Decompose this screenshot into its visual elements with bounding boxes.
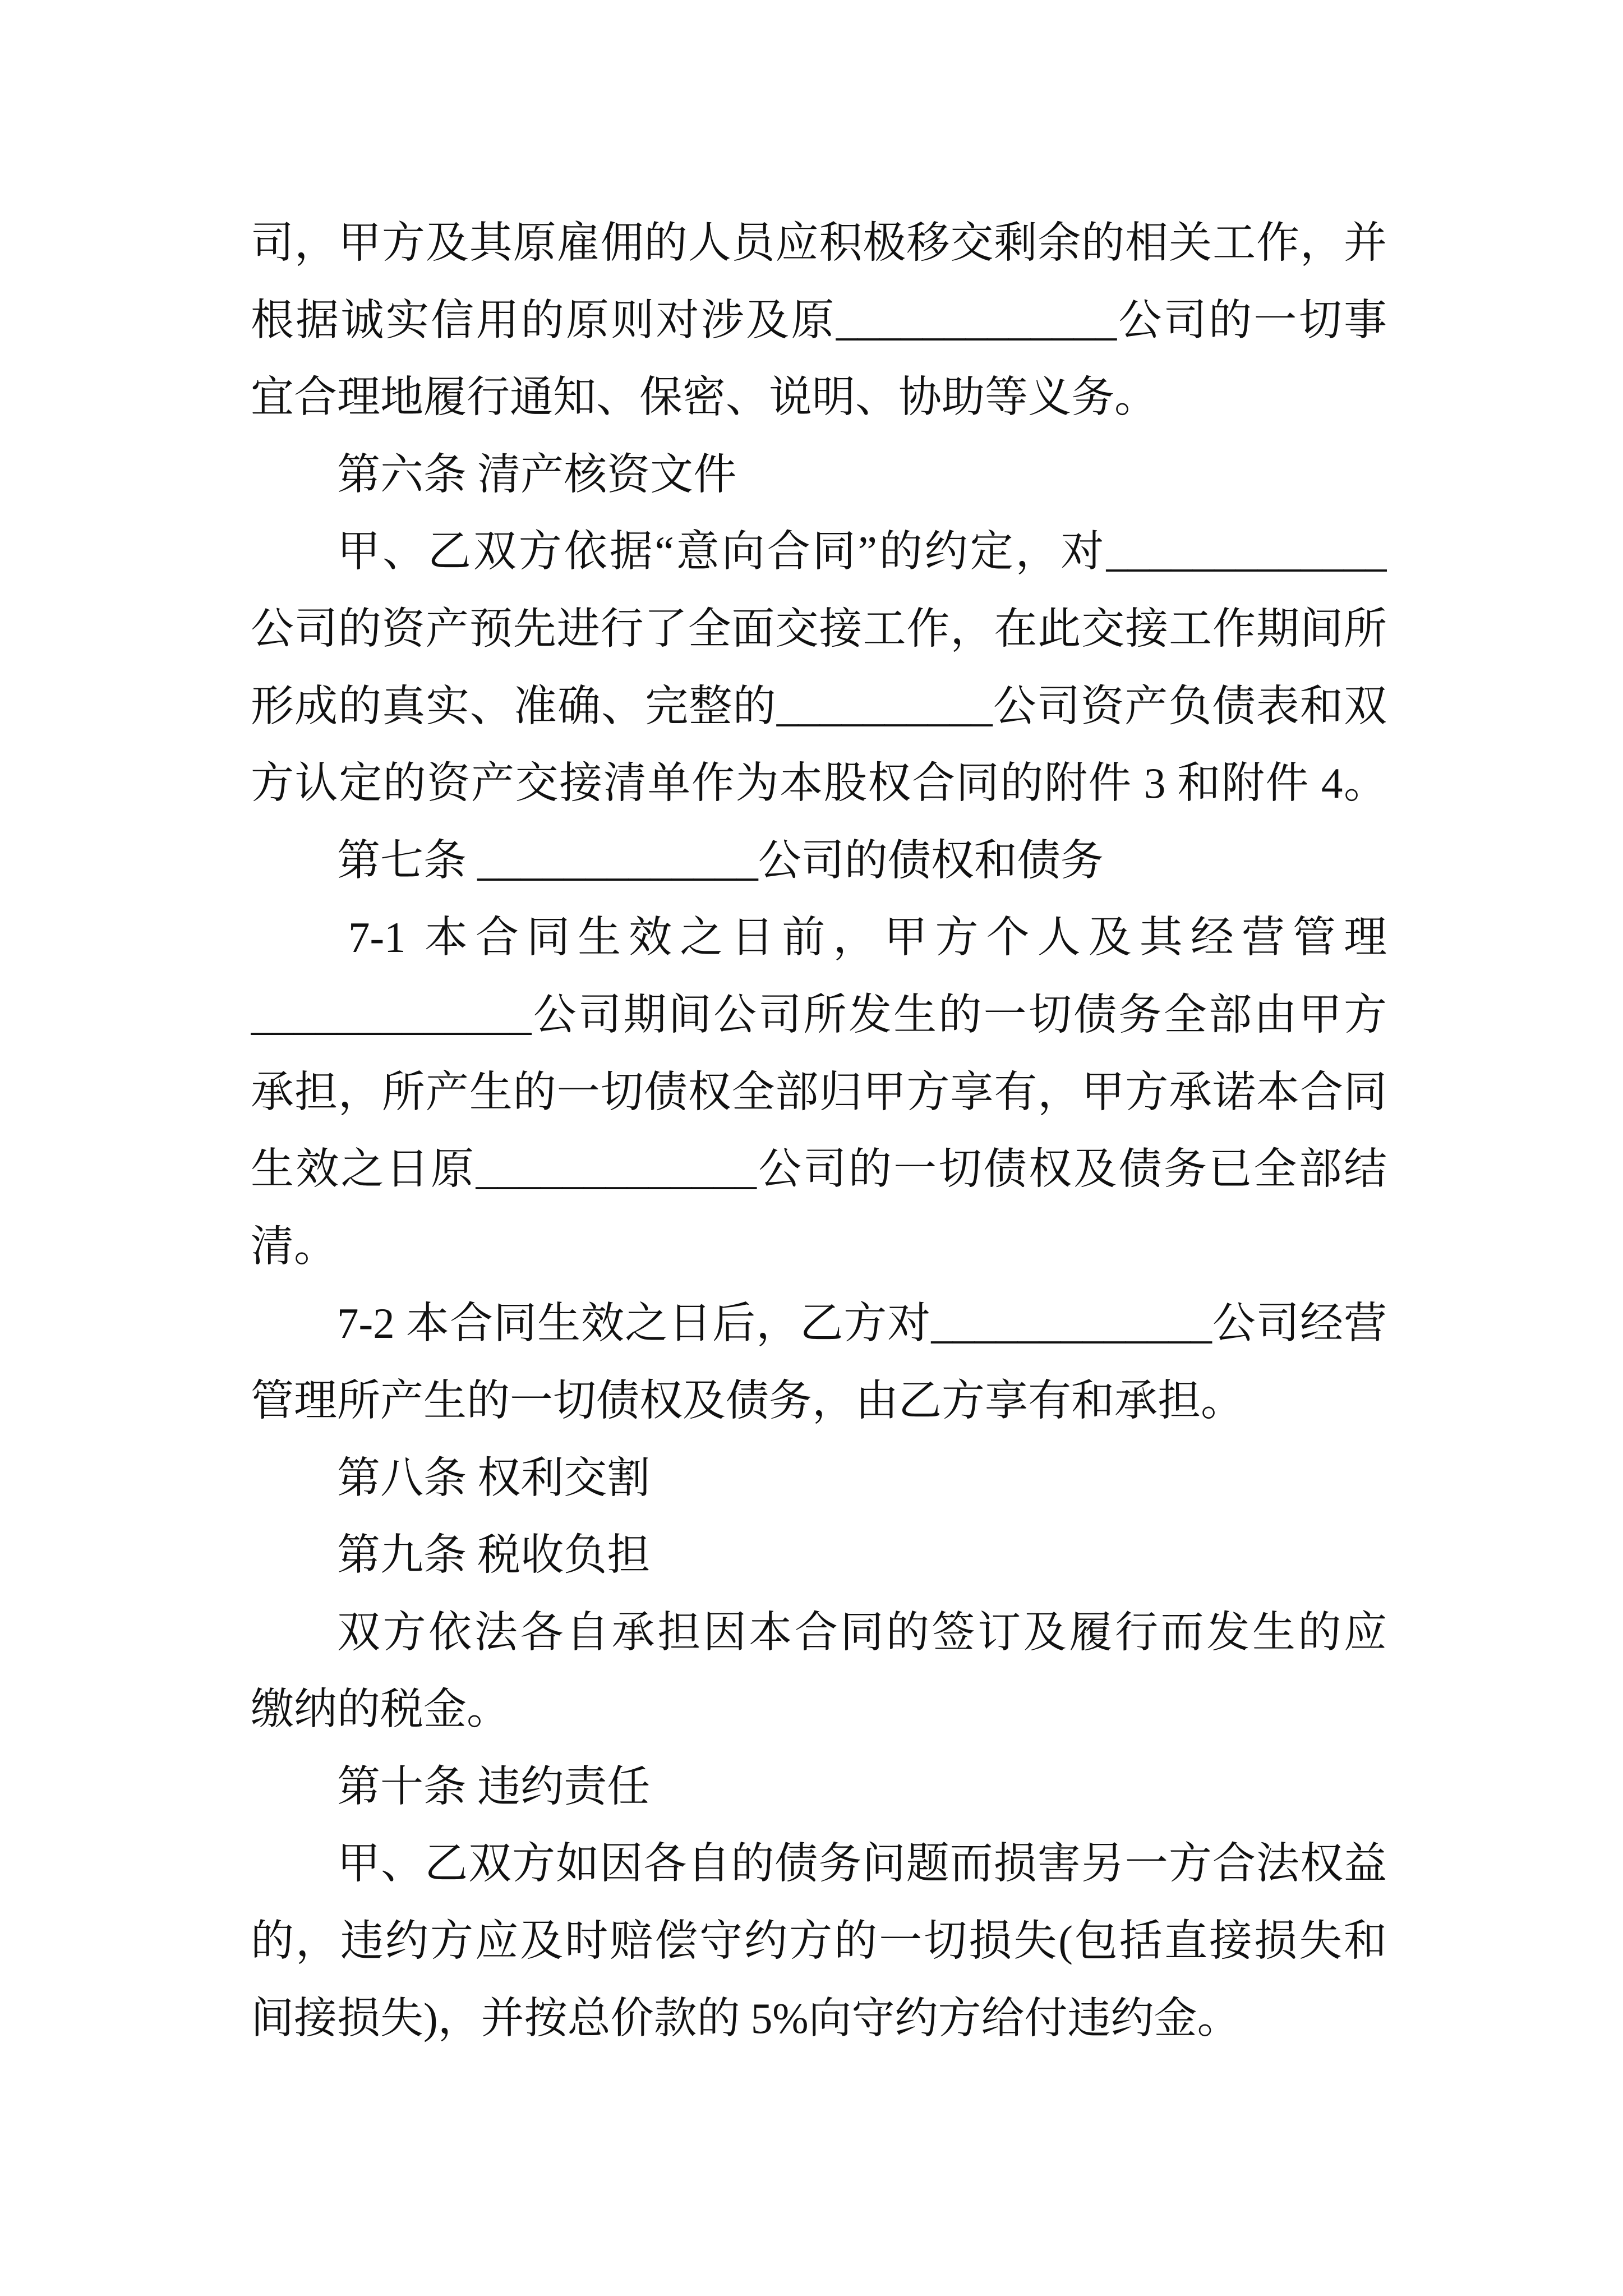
line-text: 7-2 本合同生效之日后，乙方对 [337, 1299, 932, 1348]
section-heading [251, 822, 1387, 900]
paragraph [251, 899, 1387, 1285]
text-line [251, 513, 1387, 591]
text-line: 承担，所产生的一切债权全部归甲方享有，甲方承诺本合同 [251, 1068, 1387, 1116]
section-heading: 第六条 清产核资文件 [337, 450, 737, 499]
line-text: 公司经营 [1211, 1299, 1387, 1348]
text-line: 清。 [251, 1222, 337, 1271]
text-line [251, 282, 1387, 360]
text-line: 司，甲方及其原雇佣的人员应积极移交剩余的相关工作，并 [251, 219, 1387, 267]
text-line: 7-1 本合同生效之日前，甲方个人及其经营管理 [348, 913, 1387, 962]
fill-in-blank: _____________ [931, 1299, 1212, 1348]
paragraph [251, 1594, 1387, 1749]
line-text: 甲、乙双方依据“意向合同”的约定，对 [337, 527, 1106, 576]
section-heading: 第九条 税收负担 [337, 1531, 651, 1580]
paragraph [251, 1825, 1387, 2057]
text-line: 管理所产生的一切债权及债务，由乙方享有和承担。 [251, 1376, 1244, 1425]
line-text: 形成的真实、准确、完整的 [251, 682, 777, 730]
text-line: 间接损失)，并按总价款的 5%向守约方给付违约金。 [251, 1994, 1241, 2042]
fill-in-blank: __________ [776, 682, 993, 730]
text-line: 的，违约方应及时赔偿守约方的一切损失(包括直接损失和 [251, 1917, 1387, 1966]
text-line [251, 1131, 1387, 1208]
line-text: 公司期间公司所发生的一切债务全部由甲方 [531, 990, 1387, 1039]
paragraph [251, 1285, 1387, 1439]
heading-text: 第七条 [337, 836, 478, 885]
section-heading: 第八条 权利交割 [337, 1453, 651, 1502]
fill-in-blank: _____________ [251, 990, 532, 1039]
line-text: 公司的一切债权及债务已全部结 [756, 1145, 1387, 1194]
text-line: 宜合理地履行通知、保密、说明、协助等义务。 [251, 373, 1158, 422]
line-text: 公司的一切事 [1117, 296, 1387, 344]
line-text: 公司资产负债表和双 [992, 682, 1387, 730]
section-heading: 第十条 违约责任 [337, 1762, 651, 1811]
text-line [251, 668, 1387, 746]
text-line: 缴纳的税金。 [251, 1685, 510, 1734]
text-line: 甲、乙双方如因各自的债务问题而损害另一方合法权益 [337, 1839, 1387, 1888]
heading-text: 公司的债权和债务 [758, 836, 1104, 885]
text-line: 公司的资产预先进行了全面交接工作，在此交接工作期间所 [251, 604, 1387, 653]
text-line [251, 1285, 1387, 1363]
line-text: 根据诚实信用的原则对涉及原 [251, 296, 836, 344]
text-line: 双方依法各自承担因本合同的签订及履行而发生的应 [337, 1608, 1387, 1657]
fill-in-blank: _____________ [477, 836, 758, 885]
text-line [251, 977, 1387, 1054]
document-body [251, 205, 1387, 2057]
fill-in-blank: _____________ [836, 296, 1117, 344]
paragraph [251, 513, 1387, 822]
line-text: 生效之日原 [251, 1145, 476, 1194]
text-line: 方认定的资产交接清单作为本股权合同的附件 3 和附件 4。 [251, 759, 1387, 808]
fill-in-blank: _____________ [476, 1145, 757, 1194]
paragraph [251, 205, 1387, 436]
fill-in-blank: _____________ [1106, 527, 1387, 576]
